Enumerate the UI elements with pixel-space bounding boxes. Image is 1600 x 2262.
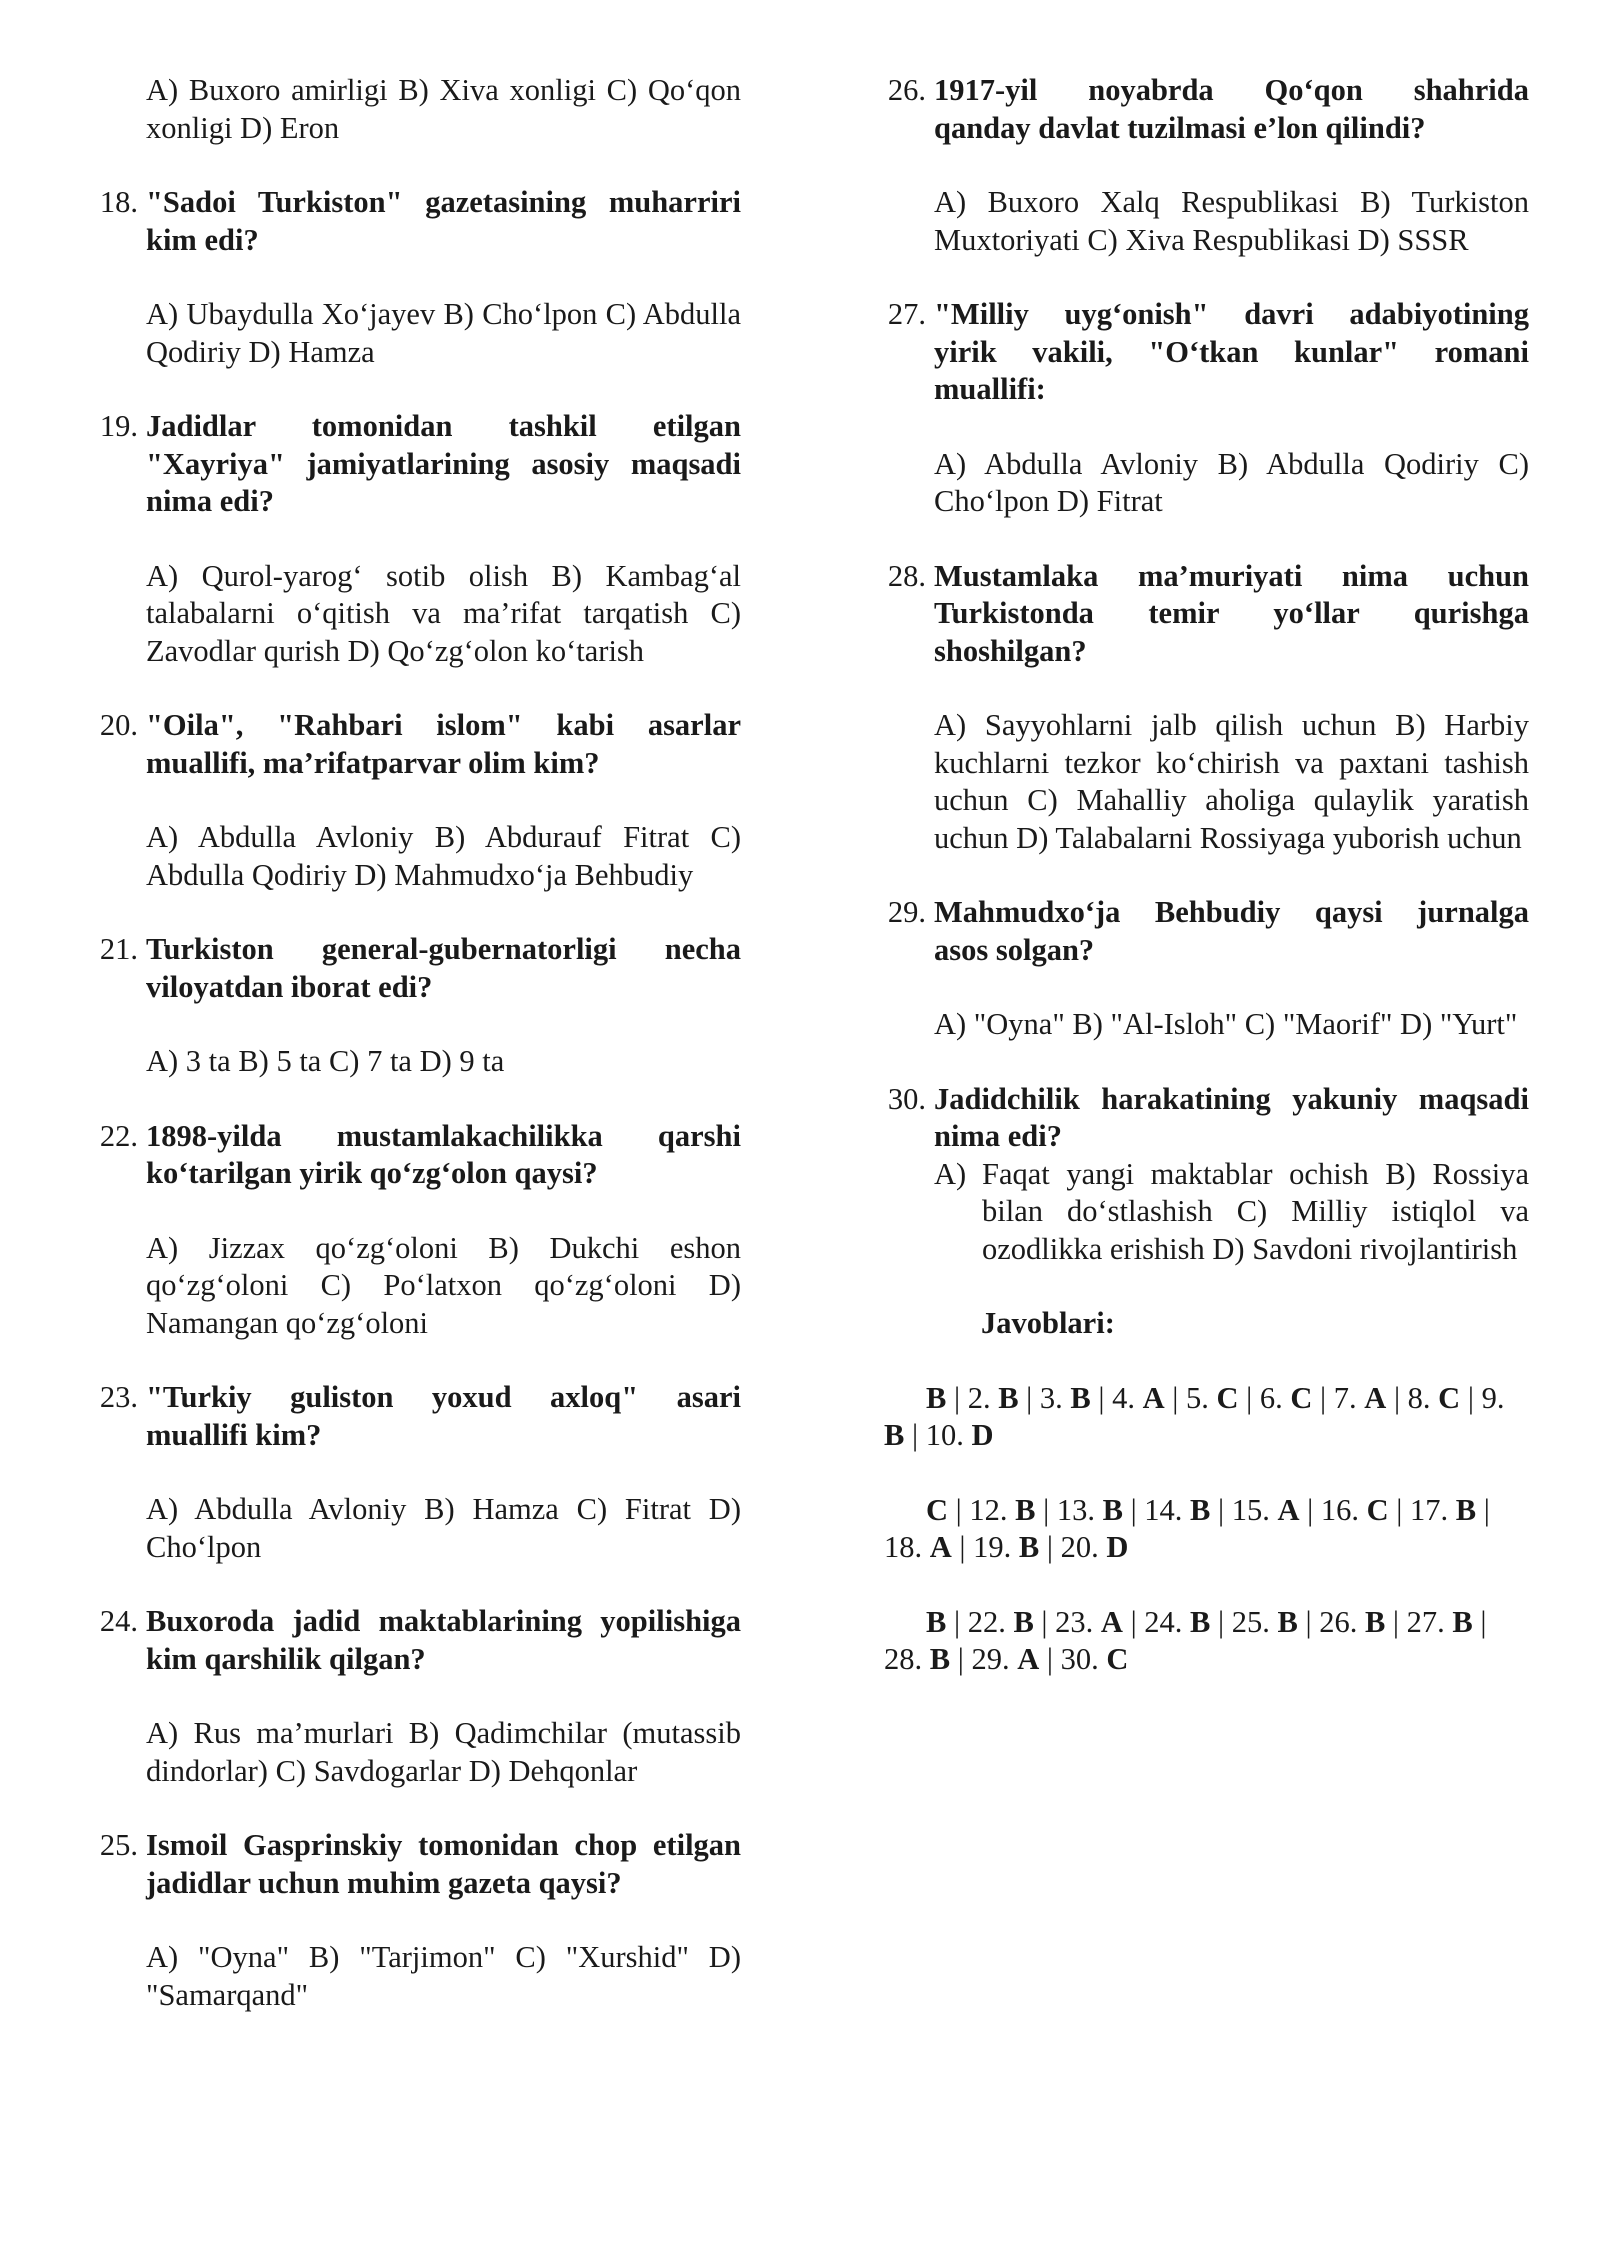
answer-number: 28.	[884, 1642, 923, 1676]
question-text	[146, 1118, 741, 1193]
question-text	[146, 1603, 741, 1678]
question-number: 27.	[887, 297, 926, 331]
answer-letter: B	[1013, 1604, 1034, 1639]
answer-letter: B	[1015, 1492, 1036, 1527]
question-23	[96, 1379, 741, 1566]
question-text-line: Mustamlaka ma’muriyati nima uchun	[934, 558, 1529, 593]
question-number: 26.	[887, 73, 926, 107]
question-21	[96, 931, 741, 1081]
question-number: 24.	[99, 1604, 138, 1638]
answer-number: 29.	[971, 1642, 1010, 1676]
question-text-line: Mahmudxo‘ja Behbudiy qaysi jurnalga	[934, 895, 1529, 929]
answer-letter: C	[1438, 1380, 1461, 1415]
answer-number: 17.	[1410, 1492, 1449, 1527]
question-text-line: "Xayriya" jamiyatlarining asosiy maqsadi	[146, 446, 741, 481]
question-text-line: nima edi?	[934, 1119, 1062, 1153]
question-28	[884, 558, 1529, 858]
question-27	[884, 296, 1529, 521]
left-column	[96, 72, 741, 2051]
answer-letter: C	[1290, 1380, 1313, 1415]
answer-letter: B	[1452, 1604, 1473, 1639]
answer-number: 20.	[1060, 1530, 1099, 1564]
answer-number: 2.	[967, 1380, 991, 1415]
question-18	[96, 184, 741, 371]
answer-letter: B	[926, 1604, 947, 1639]
question-text-line: yirik vakili, "O‘tkan kunlar" romani	[934, 334, 1529, 369]
answer-letter: D	[1106, 1530, 1129, 1564]
question-number: 25.	[99, 1828, 138, 1862]
question-30-options	[934, 1156, 1529, 1269]
question-17-options: A) Buxoro amirligi B) Xiva xonligi C) Qo‘qon xonligi D) Eron	[146, 73, 741, 145]
answer-number: 22.	[967, 1604, 1006, 1639]
answer-number: 15.	[1231, 1492, 1270, 1527]
question-text-line: ko‘tarilgan yirik qo‘zg‘olon qaysi?	[146, 1156, 598, 1190]
question-text	[146, 1379, 741, 1454]
question-text-line: kim qarshilik qilgan?	[146, 1641, 426, 1676]
answer-number: 16.	[1320, 1492, 1360, 1527]
answer-letter: D	[971, 1418, 994, 1452]
answer-number: 5.	[1186, 1380, 1209, 1415]
answer-letter: B	[998, 1380, 1019, 1415]
answer-number: 4.	[1112, 1380, 1135, 1415]
answer-letter: B	[1018, 1530, 1040, 1564]
answer-number: 24.	[1144, 1604, 1183, 1639]
answer-number: 6.	[1259, 1380, 1283, 1415]
answer-letter: B	[1364, 1604, 1386, 1639]
question-text	[934, 1081, 1529, 1156]
answer-number: 19.	[973, 1530, 1012, 1564]
question-text	[934, 894, 1529, 969]
question-number: 20.	[99, 708, 138, 742]
question-text-line: Ismoil Gasprinskiy tomonidan chop etilgan	[146, 1828, 741, 1862]
answer-number: 12.	[969, 1492, 1008, 1527]
question-19	[96, 408, 741, 670]
answer-letter: B	[926, 1380, 947, 1415]
answer-letter: B	[1190, 1604, 1211, 1639]
answer-number: 14.	[1144, 1492, 1183, 1527]
answer-letter: C	[1366, 1492, 1389, 1527]
question-text-line: "Milliy uyg‘onish" davri adabiyotining	[934, 297, 1529, 331]
question-number: 18.	[99, 185, 138, 219]
question-29	[884, 894, 1529, 1044]
answer-number: 8.	[1407, 1380, 1431, 1415]
question-27-options: A) Abdulla Avloniy B) Abdulla Qodiriy C) Cho‘lpon D) Fitrat	[934, 446, 1529, 518]
answer-letter: B	[1070, 1380, 1091, 1415]
question-24	[96, 1603, 741, 1790]
question-30	[884, 1081, 1529, 1269]
question-text	[146, 1827, 741, 1902]
question-24-options: A) Rus ma’murlari B) Qadimchilar (mutassib dindorlar) C) Savdogarlar D) Dehqonlar	[146, 1716, 741, 1788]
answer-letter: B	[1277, 1604, 1298, 1639]
answer-number: 3.	[1039, 1380, 1063, 1415]
answer-key-line: B | 2. B | 3. B | 4. A | 5. C | 6. C | 7. A | 8. C | 9. B | 10. D	[884, 1380, 1505, 1452]
question-text-line: 1917-yil noyabrda Qo‘qon shahrida	[934, 73, 1529, 107]
answer-letter: B	[1190, 1492, 1211, 1527]
question-25	[96, 1827, 741, 2014]
question-text-line: "Sadoi Turkiston" gazetasining muharriri	[146, 185, 741, 219]
question-text	[934, 72, 1529, 147]
answers-title: Javoblari:	[981, 1306, 1115, 1340]
question-text-line: qanday davlat tuzilmasi e’lon qilindi?	[934, 110, 1426, 145]
right-column	[884, 72, 1529, 1716]
question-number: 22.	[99, 1118, 138, 1153]
answer-letter: A	[1100, 1604, 1123, 1639]
question-text-line: kim edi?	[146, 222, 259, 257]
answer-number: 25.	[1231, 1604, 1270, 1639]
answer-letter: B	[1102, 1492, 1123, 1527]
question-20	[96, 707, 741, 894]
answer-key-line: C | 12. B | 13. B | 14. B | 15. A | 16. C | 17. B | 18. A | 19. B | 20. D	[884, 1492, 1490, 1564]
question-20-options: A) Abdulla Avloniy B) Abdurauf Fitrat C) Abdulla Qodiriy D) Mahmudxo‘ja Behbudiy	[146, 820, 741, 892]
question-text-line: muallifi kim?	[146, 1417, 322, 1452]
question-text-line: muallifi, ma’rifatparvar olim kim?	[146, 745, 600, 780]
option-text: Faqat yangi maktablar ochish B) Rossiya bilan do‘stlashish C) Milliy istiqlol va ozodlikka erishish D) Savdoni rivojlantirish	[982, 1156, 1529, 1266]
question-text-line: nima edi?	[146, 484, 274, 518]
question-text	[934, 296, 1529, 409]
question-text	[146, 408, 741, 521]
question-26	[884, 72, 1529, 259]
question-text-line: Turkistonda temir yo‘llar qurishga	[934, 596, 1529, 630]
answer-number: 26.	[1319, 1604, 1358, 1639]
question-28-options: A) Sayyohlarni jalb qilish uchun B) Harbiy kuchlarni tezkor ko‘chirish va paxtani tashish uchun C) Mahalliy aholiga qulaylik yaratish uchun D) Talabalarni Rossiyaga yuborish uchun	[934, 708, 1529, 855]
answer-letter: B	[1455, 1492, 1477, 1527]
question-text-line: muallifi:	[934, 372, 1046, 406]
answer-number: 18.	[884, 1530, 923, 1564]
question-text	[146, 931, 741, 1006]
question-text	[146, 707, 741, 782]
answer-number: 13.	[1056, 1492, 1095, 1527]
question-23-options: A) Abdulla Avloniy B) Hamza C) Fitrat D) Cho‘lpon	[146, 1492, 741, 1564]
answer-letter: B	[884, 1418, 905, 1452]
question-29-options: A) "Oyna" B) "Al-Isloh" C) "Maorif" D) "Yurt"	[934, 1007, 1518, 1041]
question-18-options: A) Ubaydulla Xo‘jayev B) Cho‘lpon C) Abdulla Qodiriy D) Hamza	[146, 297, 741, 369]
question-number: 21.	[99, 932, 138, 966]
question-text-line: "Turkiy guliston yoxud axloq" asari	[146, 1380, 741, 1414]
question-26-options: A) Buxoro Xalq Respublikasi B) Turkiston Muxtoriyati C) Xiva Respublikasi D) SSSR	[934, 185, 1529, 257]
answer-letter: B	[929, 1642, 951, 1676]
answer-number: 9.	[1481, 1380, 1505, 1415]
question-number: 23.	[99, 1380, 138, 1414]
question-text-line: Jadidlar tomonidan tashkil etilgan	[146, 409, 741, 443]
answer-letter: A	[1277, 1492, 1300, 1527]
question-text-line: viloyatdan iborat edi?	[146, 969, 433, 1004]
answer-letter: A	[929, 1530, 952, 1564]
question-22	[96, 1118, 741, 1343]
question-text-line: Buxoroda jadid maktablarining yopilishiga	[146, 1604, 741, 1638]
question-21-options: A) 3 ta B) 5 ta C) 7 ta D) 9 ta	[146, 1044, 505, 1078]
answer-number: 10.	[925, 1418, 964, 1452]
option-letter: A)	[934, 1156, 967, 1191]
question-25-options: A) "Oyna" B) "Tarjimon" C) "Xurshid" D) "Samarqand"	[146, 1940, 741, 2012]
answer-letter: C	[1106, 1642, 1129, 1676]
question-19-options: A) Qurol-yarog‘ sotib olish B) Kambag‘al talabalarni o‘qitish va ma’rifat tarqatish C) Zavodlar qurish D) Qo‘zg‘olon ko‘tarish	[146, 558, 741, 668]
question-text-line: jadidlar uchun muhim gazeta qaysi?	[146, 1865, 622, 1900]
question-text-line: 1898-yilda mustamlakachilikka qarshi	[146, 1118, 741, 1153]
question-text-line: Jadidchilik harakatining yakuniy maqsadi	[934, 1081, 1529, 1116]
answer-letter: C	[1216, 1380, 1239, 1415]
question-text	[934, 558, 1529, 671]
answer-letter: A	[1142, 1380, 1165, 1415]
question-number: 29.	[887, 895, 926, 929]
question-text-line: asos solgan?	[934, 932, 1095, 967]
answer-number: 30.	[1060, 1642, 1099, 1676]
answer-number: 23.	[1055, 1604, 1094, 1639]
answer-number: 27.	[1406, 1604, 1445, 1639]
answer-letter: A	[1364, 1380, 1387, 1415]
question-text	[146, 184, 741, 259]
answer-letter: C	[926, 1492, 949, 1527]
question-22-options: A) Jizzax qo‘zg‘oloni B) Dukchi eshon qo‘zg‘oloni C) Po‘latxon qo‘zg‘oloni D) Namangan qo‘zg‘oloni	[146, 1230, 741, 1340]
answer-number: 7.	[1333, 1380, 1357, 1415]
question-number: 19.	[99, 409, 138, 443]
question-number: 30.	[887, 1081, 926, 1116]
question-text-line: "Oila", "Rahbari islom" kabi asarlar	[146, 708, 741, 742]
answer-key-line: B | 22. B | 23. A | 24. B | 25. B | 26. B | 27. B | 28. B | 29. A | 30. C	[884, 1604, 1487, 1676]
question-text-line: shoshilgan?	[934, 633, 1087, 668]
question-text-line: Turkiston general-gubernatorligi necha	[146, 932, 741, 966]
question-number: 28.	[887, 558, 926, 593]
answer-letter: A	[1017, 1642, 1040, 1676]
